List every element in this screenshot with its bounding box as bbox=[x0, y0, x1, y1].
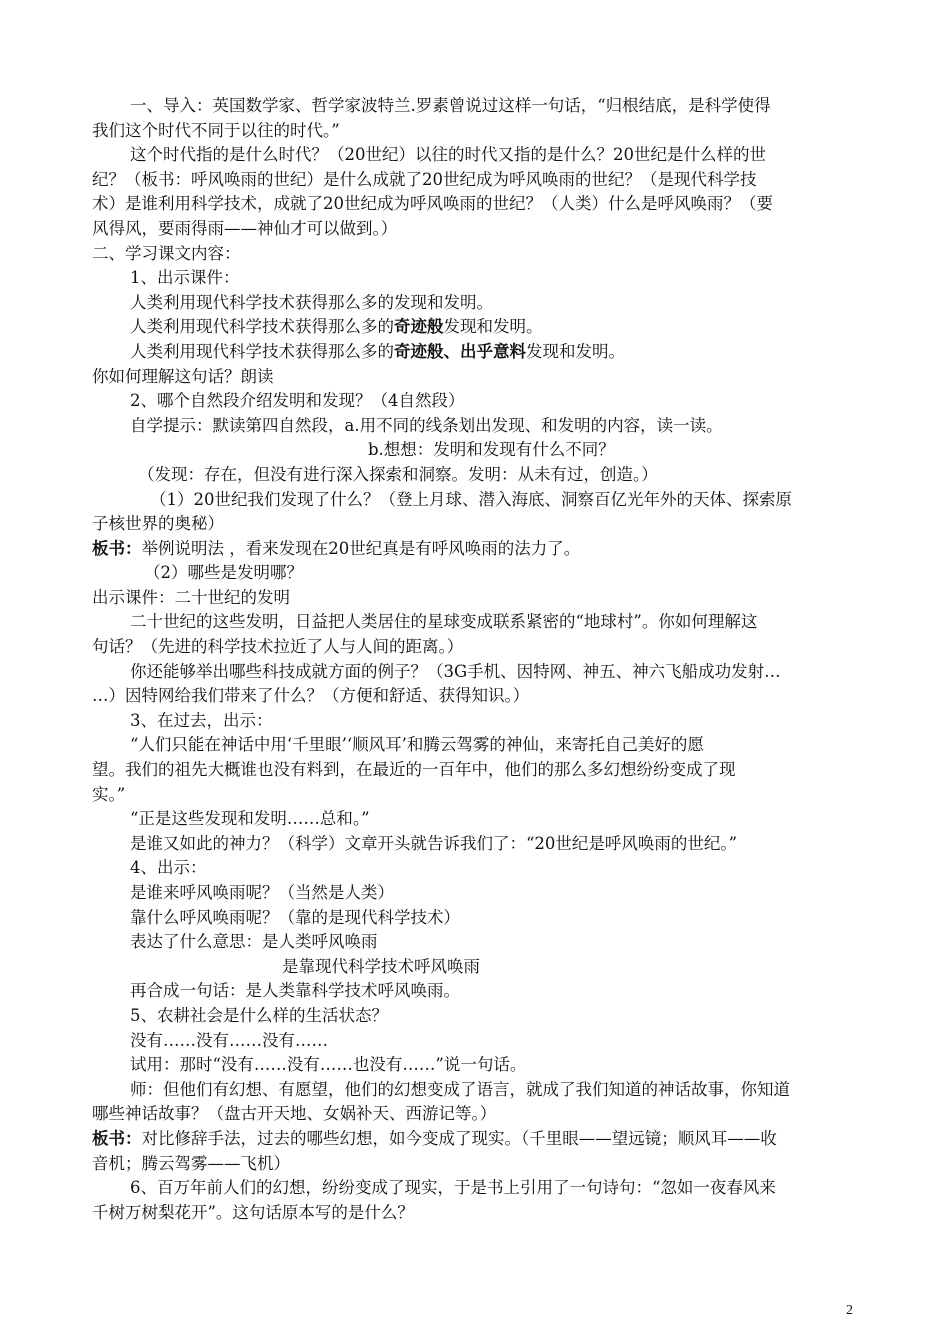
line-text: 6、百万年前人们的幻想，纷纷变成了现实，于是书上引用了一句诗句：“忽如一夜春风来 bbox=[130, 1178, 776, 1198]
text-line bbox=[92, 635, 862, 660]
line-text: （2）哪些是发明哪？ bbox=[144, 563, 303, 583]
text-line bbox=[92, 340, 862, 365]
page-number: 2 bbox=[846, 1303, 853, 1318]
bold-text: 奇迹般、出乎意料 bbox=[394, 341, 526, 361]
line-text: 发现和发明。 bbox=[443, 317, 543, 337]
line-text: 发现和发明。 bbox=[526, 341, 625, 361]
text-line bbox=[92, 291, 862, 316]
line-text: 我们这个时代不同于以往的时代。” bbox=[92, 120, 340, 140]
line-text: 音机；腾云驾雾——飞机） bbox=[92, 1153, 290, 1173]
line-text: 人类利用现代科学技术获得那么多的 bbox=[130, 341, 394, 361]
text-line bbox=[92, 1029, 862, 1054]
text-line bbox=[92, 881, 862, 906]
text-line bbox=[92, 537, 862, 562]
text-line bbox=[92, 266, 862, 291]
line-text: 千树万树梨花开”。这句话原本写的是什么？ bbox=[92, 1202, 414, 1222]
text-line bbox=[92, 119, 862, 144]
text-line bbox=[92, 906, 862, 931]
line-text: 没有……没有……没有…… bbox=[130, 1030, 328, 1050]
text-line bbox=[92, 1004, 862, 1029]
text-line bbox=[92, 1053, 862, 1078]
line-text: 对比修辞手法，过去的哪些幻想，如今变成了现实。（千里眼——望远镜；顺风耳——收 bbox=[141, 1128, 777, 1148]
text-line bbox=[92, 414, 862, 439]
text-line bbox=[92, 143, 862, 168]
text-line bbox=[92, 660, 862, 685]
line-text: 哪些神话故事？（盘古开天地、女娲补天、西游记等。） bbox=[92, 1104, 497, 1124]
line-text: 3、在过去，出示： bbox=[130, 710, 273, 730]
text-line bbox=[92, 365, 862, 390]
text-line bbox=[92, 1176, 862, 1201]
text-line bbox=[92, 1078, 862, 1103]
line-text: 二十世纪的这些发明，日益把人类居住的星球变成联系紧密的“地球村”。你如何理解这 bbox=[130, 612, 758, 632]
bold-text: 板书： bbox=[92, 538, 142, 558]
text-line bbox=[92, 586, 862, 611]
line-text: …）因特网给我们带来了什么？（方便和舒适、获得知识。） bbox=[92, 686, 530, 706]
line-text: 5、农耕社会是什么样的生活状态？ bbox=[130, 1005, 388, 1025]
line-text: b.想想：发明和发现有什么不同？ bbox=[368, 440, 615, 460]
bold-text: 板书： bbox=[92, 1128, 142, 1148]
line-text: 是谁来呼风唤雨呢？（当然是人类） bbox=[130, 883, 394, 902]
text-line bbox=[92, 217, 862, 242]
bold-text: 奇迹般 bbox=[394, 317, 444, 337]
line-text: 二、学习课文内容： bbox=[92, 243, 241, 263]
line-text: 人类利用现代科学技术获得那么多的发现和发明。 bbox=[130, 292, 493, 312]
text-line bbox=[92, 684, 862, 709]
line-text: 纪？（板书：呼风唤雨的世纪）是什么成就了20世纪成为呼风唤雨的世纪？（是现代科学技 bbox=[92, 169, 757, 189]
text-line bbox=[92, 561, 862, 586]
line-text: 是谁又如此的神力？（科学）文章开头就告诉我们了：“20世纪是呼风唤雨的世纪。” bbox=[130, 833, 738, 853]
line-text: 再合成一句话：是人类靠科学技术呼风唤雨。 bbox=[130, 981, 460, 1001]
text-line bbox=[92, 610, 862, 635]
text-line bbox=[92, 758, 862, 783]
text-line bbox=[92, 463, 862, 488]
text-line bbox=[92, 1127, 862, 1152]
text-line bbox=[92, 1152, 862, 1177]
line-text: 这个时代指的是什么时代？（20世纪）以往的时代又指的是什么？20世纪是什么样的世 bbox=[130, 145, 766, 165]
text-line bbox=[92, 389, 862, 414]
text-line bbox=[92, 709, 862, 734]
line-text: 术）是谁利用科学技术，成就了20世纪成为呼风唤雨的世纪？（人类）什么是呼风唤雨？（要 bbox=[92, 194, 773, 214]
line-text: 举例说明法 ，看来发现在20世纪真是有呼风唤雨的法力了。 bbox=[141, 538, 581, 558]
text-line bbox=[92, 979, 862, 1004]
line-text: 1、出示课件： bbox=[130, 268, 240, 288]
text-line bbox=[92, 930, 862, 955]
line-text: 4、出示： bbox=[130, 858, 207, 878]
line-text: （发现：存在，但没有进行深入探索和洞察。发明：从未有过，创造。） bbox=[138, 464, 658, 484]
text-line bbox=[92, 955, 862, 980]
line-text: 人类利用现代科学技术获得那么多的 bbox=[130, 317, 394, 337]
text-line bbox=[92, 192, 862, 217]
line-text: 子核世界的奥秘） bbox=[92, 514, 224, 534]
line-text: 一、导入：英国数学家、哲学家波特兰.罗素曾说过这样一句话，“归根结底，是科学使得 bbox=[130, 96, 771, 115]
line-text: 自学提示：默读第四自然段，a.用不同的线条划出发现、和发明的内容，读一读。 bbox=[130, 415, 723, 435]
text-line bbox=[92, 438, 862, 463]
line-text: “正是这些发现和发明……总和。” bbox=[130, 809, 370, 829]
text-line bbox=[92, 512, 862, 537]
line-text: 你还能够举出哪些科技成就方面的例子？（3G手机、因特网、神五、神六飞船成功发射… bbox=[130, 661, 781, 681]
text-line bbox=[92, 94, 862, 119]
text-line bbox=[92, 832, 862, 857]
line-text: 风得风，要雨得雨——神仙才可以做到。） bbox=[92, 218, 398, 238]
line-text: （1）20世纪我们发现了什么？（登上月球、潜入海底、洞察百亿光年外的天体、探索原 bbox=[150, 489, 792, 509]
line-text: 是靠现代科学技术呼风唤雨 bbox=[282, 956, 480, 976]
text-line bbox=[92, 783, 862, 808]
line-text: 表达了什么意思：是人类呼风唤雨 bbox=[130, 932, 378, 952]
text-line bbox=[92, 807, 862, 832]
line-text: 望。我们的祖先大概谁也没有料到，在最近的一百年中，他们的那么多幻想纷纷变成了现 bbox=[92, 760, 736, 780]
line-text: 试用：那时“没有……没有……也没有……”说一句话。 bbox=[130, 1055, 527, 1075]
text-line bbox=[92, 856, 862, 881]
document-body bbox=[92, 94, 862, 1225]
line-text: 句话？（先进的科学技术拉近了人与人间的距离。） bbox=[92, 637, 464, 657]
line-text: 出示课件：二十世纪的发明 bbox=[92, 587, 290, 607]
text-line bbox=[92, 1201, 862, 1226]
text-line bbox=[92, 733, 862, 758]
line-text: “人们只能在神话中用‘千里眼’‘顺风耳’和腾云驾雾的神仙，来寄托自己美好的愿 bbox=[130, 735, 704, 755]
text-line bbox=[92, 168, 862, 193]
line-text: 2、哪个自然段介绍发明和发现？（4自然段） bbox=[130, 391, 465, 411]
text-line bbox=[92, 315, 862, 340]
text-line bbox=[92, 488, 862, 513]
line-text: 你如何理解这句话？朗读 bbox=[92, 366, 274, 386]
text-line bbox=[92, 1102, 862, 1127]
text-line bbox=[92, 242, 862, 267]
line-text: 靠什么呼风唤雨呢？（靠的是现代科学技术） bbox=[130, 907, 460, 927]
line-text: 实。” bbox=[92, 784, 126, 804]
line-text: 师：但他们有幻想、有愿望，他们的幻想变成了语言，就成了我们知道的神话故事，你知道 bbox=[130, 1079, 790, 1099]
